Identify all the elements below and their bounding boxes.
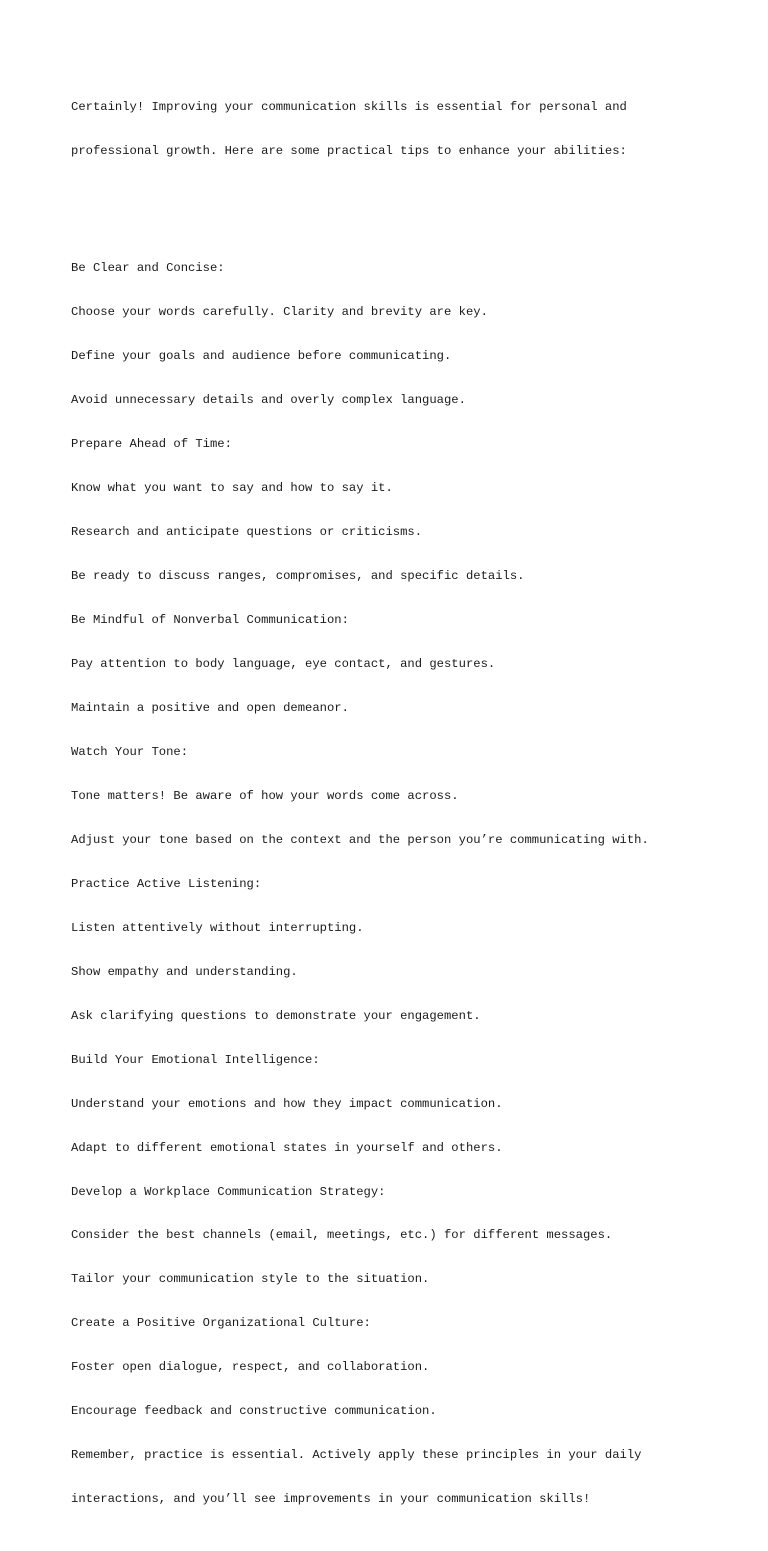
tip-line: Consider the best channels (email, meetings, etc.) for different messages.	[71, 1228, 613, 1243]
tip-line: Be ready to discuss ranges, compromises, and specific details.	[71, 569, 525, 584]
tip-line: Research and anticipate questions or criticisms.	[71, 525, 423, 540]
tip-line: Pay attention to body language, eye contact, and gestures.	[71, 657, 496, 672]
tip-line: Adapt to different emotional states in yourself and others.	[71, 1140, 503, 1155]
tip-line: Know what you want to say and how to say it.	[71, 481, 393, 496]
tip-heading-tone: Watch Your Tone:	[71, 744, 189, 759]
tip-heading-nonverbal: Be Mindful of Nonverbal Communication:	[71, 613, 349, 628]
tip-line: Avoid unnecessary details and overly complex language.	[71, 393, 466, 408]
tip-line: Understand your emotions and how they impact communication.	[71, 1096, 503, 1111]
tip-heading-emotional-intelligence: Build Your Emotional Intelligence:	[71, 1052, 320, 1067]
tip-line: Show empathy and understanding.	[71, 964, 298, 979]
tip-line: Listen attentively without interrupting.	[71, 920, 364, 935]
intro-line-2: professional growth. Here are some practical tips to enhance your abilities:	[71, 144, 627, 159]
closing-line-2: interactions, and you’ll see improvements in your communication skills!	[71, 1492, 591, 1507]
tip-heading-culture: Create a Positive Organizational Culture:	[71, 1316, 371, 1331]
tip-heading-workplace-strategy: Develop a Workplace Communication Strategy:	[71, 1184, 386, 1199]
tip-line: Maintain a positive and open demeanor.	[71, 701, 349, 716]
intro-line-1: Certainly! Improving your communication skills is essential for personal and	[71, 100, 627, 115]
document-page	[71, 71, 751, 1551]
tip-line: Ask clarifying questions to demonstrate your engagement.	[71, 1008, 481, 1023]
tip-line: Tailor your communication style to the situation.	[71, 1272, 430, 1287]
tip-line: Define your goals and audience before communicating.	[71, 349, 452, 364]
tip-heading-prepare: Prepare Ahead of Time:	[71, 437, 232, 452]
tips-body	[71, 232, 751, 1536]
closing-line-1: Remember, practice is essential. Actively apply these principles in your daily	[71, 1448, 642, 1463]
blank-line	[71, 188, 751, 203]
tip-line: Tone matters! Be aware of how your words come across.	[71, 788, 459, 803]
tip-heading-listening: Practice Active Listening:	[71, 876, 262, 891]
tip-line: Foster open dialogue, respect, and collaboration.	[71, 1360, 430, 1375]
tip-line: Encourage feedback and constructive communication.	[71, 1404, 437, 1419]
tip-line: Adjust your tone based on the context and the person you’re communicating with.	[71, 832, 649, 847]
tip-heading-clear-concise: Be Clear and Concise:	[71, 261, 225, 276]
tip-line: Choose your words carefully. Clarity and brevity are key.	[71, 305, 488, 320]
